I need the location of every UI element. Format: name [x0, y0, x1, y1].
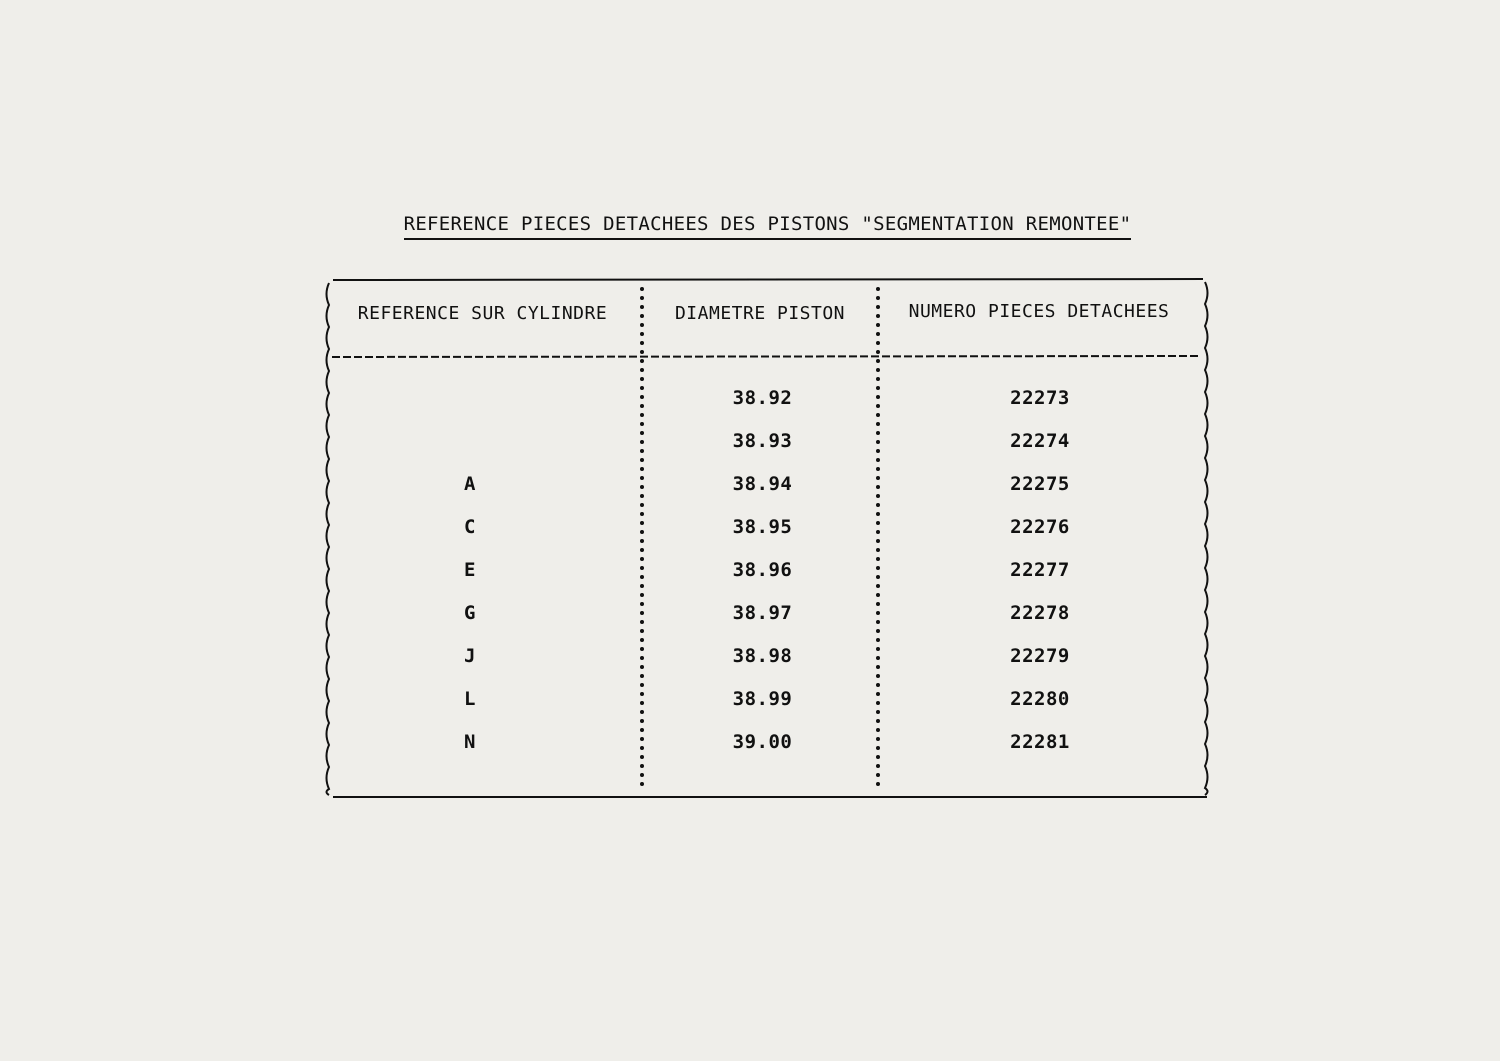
separator-dot: [640, 746, 644, 750]
separator-dot: [876, 395, 880, 399]
separator-dot: [876, 296, 880, 300]
separator-dot: [876, 377, 880, 381]
separator-dot: [876, 458, 880, 462]
document-title-text: REFERENCE PIECES DETACHEES DES PISTONS "SEGMENTATION REMONTEE": [404, 213, 1132, 240]
separator-dot: [876, 557, 880, 561]
separator-dot: [876, 611, 880, 615]
cell-part-number: 22273: [1010, 387, 1070, 409]
separator-dot: [876, 323, 880, 327]
separator-dot: [876, 701, 880, 705]
separator-dot: [876, 476, 880, 480]
separator-dot: [640, 377, 644, 381]
table-top-border: [333, 279, 1203, 280]
cell-reference: J: [464, 645, 476, 667]
separator-dot: [640, 602, 644, 606]
cell-reference: E: [464, 559, 476, 581]
separator-dot: [640, 503, 644, 507]
cell-part-number: 22275: [1010, 473, 1070, 495]
separator-dot: [640, 476, 644, 480]
separator-dot: [876, 530, 880, 534]
column-separator-1: [640, 287, 644, 786]
separator-dot: [876, 368, 880, 372]
separator-dot: [876, 422, 880, 426]
separator-dot: [876, 350, 880, 354]
separator-dot: [876, 521, 880, 525]
separator-dot: [876, 647, 880, 651]
separator-dot: [640, 701, 644, 705]
column-header-reference: REFERENCE SUR CYLINDRE: [357, 303, 608, 324]
separator-dot: [640, 539, 644, 543]
separator-dot: [876, 665, 880, 669]
separator-dot: [640, 728, 644, 732]
separator-dot: [640, 458, 644, 462]
separator-dot: [876, 287, 880, 291]
separator-dot: [876, 503, 880, 507]
separator-dot: [640, 647, 644, 651]
separator-dot: [876, 638, 880, 642]
header-separator: [332, 356, 1200, 357]
table-left-edge: [327, 283, 330, 795]
separator-dot: [640, 611, 644, 615]
separator-dot: [640, 485, 644, 489]
column-separator-2: [876, 287, 880, 786]
cell-part-number: 22281: [1010, 731, 1070, 753]
separator-dot: [876, 413, 880, 417]
separator-dot: [876, 485, 880, 489]
cell-diameter: 38.95: [732, 516, 793, 538]
separator-dot: [876, 710, 880, 714]
separator-dot: [876, 359, 880, 363]
separator-dot: [640, 512, 644, 516]
separator-dot: [640, 314, 644, 318]
cell-diameter: 38.96: [732, 559, 793, 581]
separator-dot: [640, 395, 644, 399]
cell-part-number: 22279: [1010, 645, 1070, 667]
separator-dot: [876, 386, 880, 390]
separator-dot: [876, 431, 880, 435]
cell-reference: C: [464, 516, 476, 538]
separator-dot: [876, 620, 880, 624]
separator-dot: [640, 566, 644, 570]
separator-dot: [640, 575, 644, 579]
separator-dot: [640, 431, 644, 435]
separator-dot: [640, 737, 644, 741]
separator-dot: [876, 728, 880, 732]
separator-dot: [640, 359, 644, 363]
separator-dot: [876, 404, 880, 408]
cell-diameter: 38.94: [732, 473, 793, 495]
separator-dot: [640, 755, 644, 759]
separator-dot: [876, 332, 880, 336]
separator-dot: [640, 593, 644, 597]
separator-dot: [876, 539, 880, 543]
cell-reference: L: [464, 688, 476, 710]
separator-dot: [876, 629, 880, 633]
separator-dot: [876, 575, 880, 579]
separator-dot: [640, 422, 644, 426]
cell-reference: A: [464, 473, 476, 495]
separator-dot: [876, 341, 880, 345]
cell-part-number: 22274: [1010, 430, 1070, 452]
separator-dot: [640, 530, 644, 534]
separator-dot: [640, 332, 644, 336]
separator-dot: [876, 773, 880, 777]
separator-dot: [640, 323, 644, 327]
cell-part-number: 22278: [1010, 602, 1070, 624]
separator-dot: [640, 773, 644, 777]
separator-dot: [640, 296, 644, 300]
separator-dot: [640, 305, 644, 309]
separator-dot: [876, 602, 880, 606]
column-header-part-number: NUMERO PIECES DETACHEES: [908, 301, 1170, 322]
cell-diameter: 38.98: [732, 645, 793, 667]
separator-dot: [876, 656, 880, 660]
cell-part-number: 22280: [1010, 688, 1070, 710]
separator-dot: [640, 548, 644, 552]
separator-dot: [640, 386, 644, 390]
separator-dot: [640, 350, 644, 354]
separator-dot: [640, 287, 644, 291]
separator-dot: [640, 368, 644, 372]
separator-dot: [640, 494, 644, 498]
separator-dot: [640, 683, 644, 687]
separator-dot: [640, 620, 644, 624]
cell-diameter: 38.92: [732, 387, 793, 409]
cell-diameter: 38.99: [732, 688, 793, 710]
cell-diameter: 39.00: [732, 731, 793, 753]
separator-dot: [876, 746, 880, 750]
separator-dot: [876, 467, 880, 471]
separator-dot: [640, 557, 644, 561]
separator-dot: [640, 665, 644, 669]
separator-dot: [640, 674, 644, 678]
separator-dot: [640, 719, 644, 723]
separator-dot: [876, 764, 880, 768]
separator-dot: [876, 494, 880, 498]
separator-dot: [876, 584, 880, 588]
cell-part-number: 22276: [1010, 516, 1070, 538]
separator-dot: [640, 629, 644, 633]
separator-dot: [876, 683, 880, 687]
separator-dot: [876, 782, 880, 786]
cell-part-number: 22277: [1010, 559, 1070, 581]
separator-dot: [640, 413, 644, 417]
separator-dot: [640, 584, 644, 588]
separator-dot: [876, 314, 880, 318]
separator-dot: [640, 692, 644, 696]
separator-dot: [640, 341, 644, 345]
separator-dot: [640, 638, 644, 642]
separator-dot: [876, 548, 880, 552]
separator-dot: [876, 755, 880, 759]
separator-dot: [640, 449, 644, 453]
table-right-edge: [1205, 282, 1208, 795]
column-header-diameter: DIAMETRE PISTON: [674, 303, 846, 324]
separator-dot: [640, 656, 644, 660]
separator-dot: [640, 710, 644, 714]
separator-dot: [876, 737, 880, 741]
separator-dot: [640, 782, 644, 786]
separator-dot: [876, 566, 880, 570]
cell-reference: G: [464, 602, 476, 624]
separator-dot: [876, 449, 880, 453]
separator-dot: [640, 404, 644, 408]
separator-dot: [876, 674, 880, 678]
separator-dot: [876, 440, 880, 444]
separator-dot: [876, 512, 880, 516]
separator-dot: [876, 593, 880, 597]
separator-dot: [876, 719, 880, 723]
separator-dot: [876, 305, 880, 309]
cell-reference: N: [464, 731, 476, 753]
cell-diameter: 38.97: [732, 602, 793, 624]
cell-diameter: 38.93: [732, 430, 793, 452]
separator-dot: [876, 692, 880, 696]
separator-dot: [640, 467, 644, 471]
separator-dot: [640, 440, 644, 444]
separator-dot: [640, 521, 644, 525]
separator-dot: [640, 764, 644, 768]
